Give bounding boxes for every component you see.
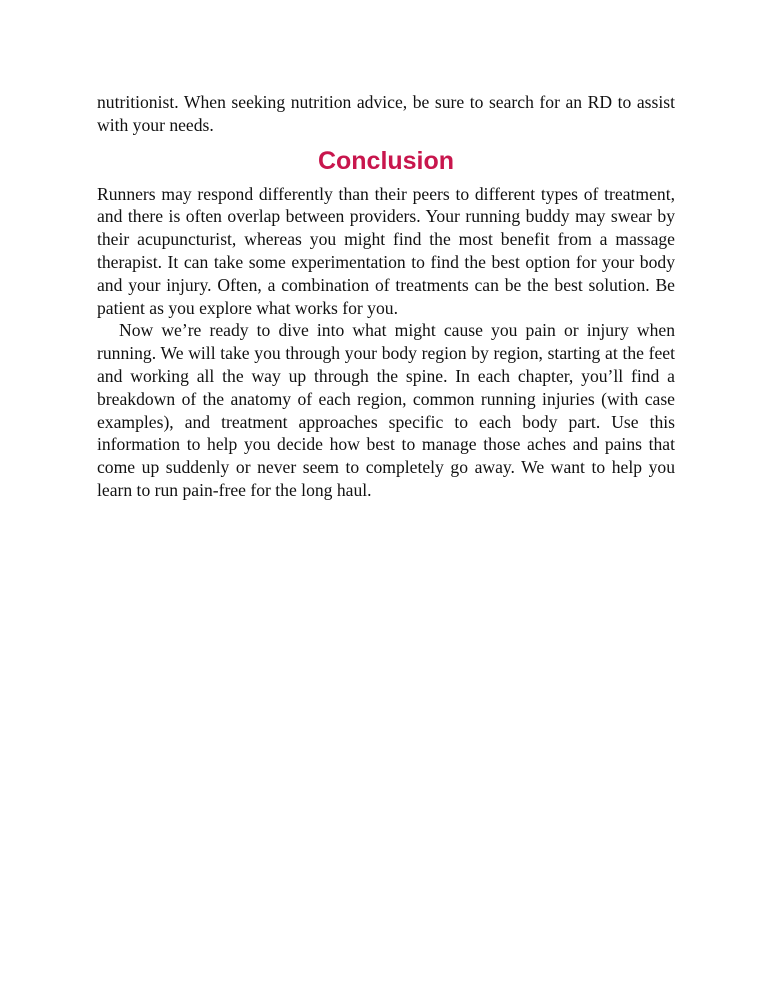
page-content xyxy=(97,91,675,502)
section-heading-conclusion: Conclusion xyxy=(317,146,455,175)
body-paragraph-2: Now we’re ready to dive into what might cause you pain or injury when running. We will take you through your body region by region, starting at the feet and working all the way up through the spine. In each chapter, you’ll find a breakdown of the anatomy of each region, common running injuries (with case examples), and treatment approaches specific to each body part. Use this information to help you decide how best to manage those aches and pains that come up suddenly or never seem to completely go away. We want to help you learn to run pain-free for the long haul. xyxy=(97,320,675,500)
intro-paragraph: nutritionist. When seeking nutrition advice, be sure to search for an RD to assist with your needs. xyxy=(97,92,675,135)
body-paragraph-1: Runners may respond differently than their peers to different types of treatment, and there is often overlap between providers. Your running buddy may swear by their acupuncturist, whereas you might find the most benefit from a massage therapist. It can take some experimentation to find the best option for your body and your injury. Often, a combination of treatments can be the best solution. Be patient as you explore what works for you. xyxy=(97,183,675,318)
